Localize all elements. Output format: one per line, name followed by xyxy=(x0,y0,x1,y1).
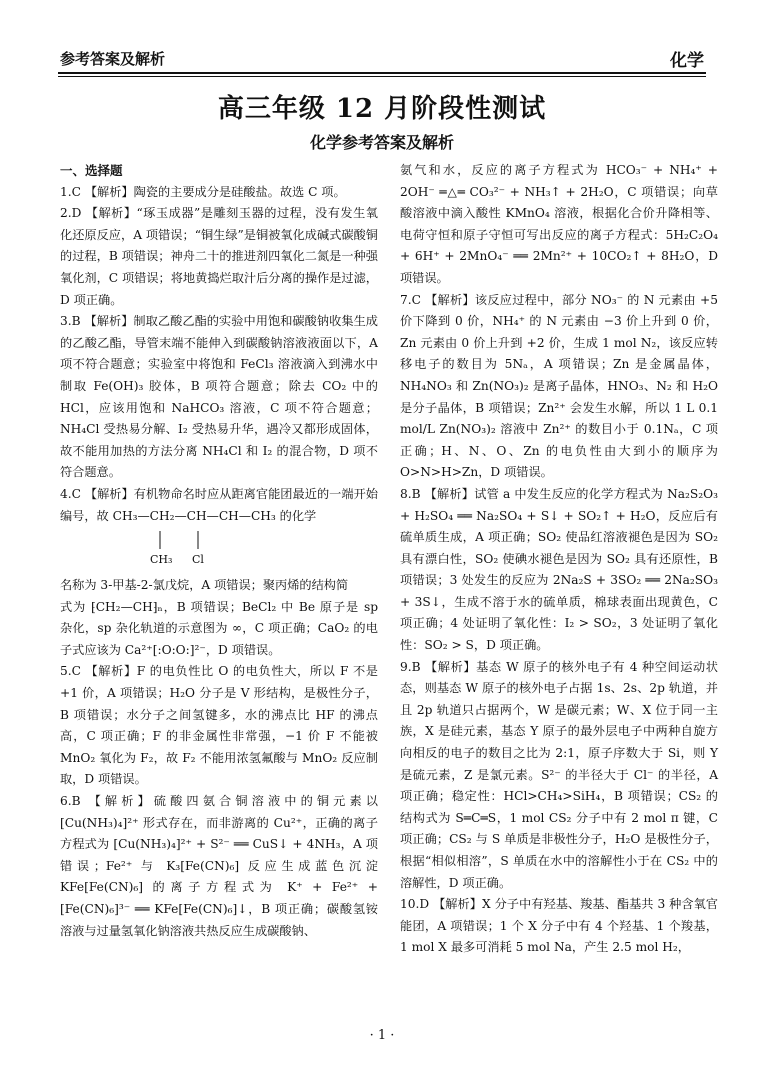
header-rule xyxy=(58,72,706,74)
header-subject: 化学 xyxy=(670,51,704,71)
answer-8: 8.B 【解析】试管 a 中发生反应的化学方程式为 Na₂S₂O₃ + H₂SO₄ ══ Na₂SO₄ + S↓ + SO₂↑ + H₂O，反应后有硫单质生成，A 项正确；SO₂ 使品红溶液褪色是因为 SO₂ 具有漂白性，SO₂ 使碘水褪色是因为 SO₂ 具有还原性，B 项错误；3 处发生的反应为 2Na₂S + 3SO₂ ══ 2Na₂SO₃ + 3S↓，生成不溶于水的硫单质，棉球表面出现黄色，C 项正确；4 处证明了氧化性：I₂ > SO₂，3 处证明了氧化性：SO₂ > S，D 项正确。 xyxy=(400,486,718,653)
right-column xyxy=(400,160,718,959)
page-number: · 1 · xyxy=(369,1028,395,1043)
header-rule-thin xyxy=(58,76,706,77)
answer-4-part-1: 4.C 【解析】有机物命名时应从距离官能团最近的一端开始编号，故 CH₃—CH₂—CH—CH—CH₃ 的化学 xyxy=(60,486,378,523)
page-header xyxy=(58,42,706,72)
page-subtitle: 化学参考答案及解析 xyxy=(309,133,454,152)
answer-1: 1.C 【解析】陶瓷的主要成分是硅酸盐。故选 C 项。 xyxy=(60,184,346,199)
answer-10: 10.D 【解析】X 分子中有羟基、羧基、酯基共 3 种含氧官能团，A 项错误；1 个 X 分子中有 4 个羟基、1 个羧基，1 mol X 最多可消耗 5 mol Na，产生 2.5 mol H₂， xyxy=(400,897,718,955)
branch-ch3: CH₃ xyxy=(150,553,173,567)
answer-4-part-3: 式为 ⁅CH₂—CH⁆ₙ，B 项错误；BeCl₂ 中 Be 原子是 sp 杂化，sp 杂化轨道的示意图为 ∞，C 项正确；CaO₂ 的电子式应该为 Ca²⁺[:O:O:]²⁻，D 项错误。 xyxy=(60,599,378,657)
answer-5: 5.C 【解析】F 的电负性比 O 的电负性大，所以 F 不是 +1 价，A 项错误；H₂O 分子是 V 形结构，是极性分子，B 项错误；水分子之间氢键多，水的沸点比 HF 的沸点高，C 项正确；F 的非金属性非常强，−1 价 F 不能被 MnO₂ 氧化为 F₂，故 F₂ 不能用浓氢氟酸与 MnO₂ 反应制取，D 项错误。 xyxy=(60,664,378,787)
page-title: 高三年级 12 月阶段性测试 xyxy=(217,94,547,124)
answer-9: 9.B 【解析】基态 W 原子的核外电子有 4 种空间运动状态，则基态 W 原子的核外电子占据 1s、2s、2p 轨道，并且 2p 轨道只占据两个，W 是碳元素；W、X 位于同一主族，X 是硅元素，基态 Y 原子的最外层电子中两种自旋方向相反的电子的数目之比为 2:1，原子序数大于 Si，则 Y 是硫元素，Z 是氯元素。S²⁻ 的半径大于 Cl⁻ 的半径，A 项正确；稳定性：HCl>CH₄>SiH₄，B 项错误；CS₂ 的结构式为 S═C═S，1 mol CS₂ 分子中有 2 mol π 键，C 项正确；CS₂ 与 S 单质是非极性分子，H₂O 是极性分子，根据“相似相溶”，S 单质在水中的溶解性小于在 CS₂ 中的溶解性，D 项正确。 xyxy=(400,659,718,890)
structure-figure xyxy=(122,529,378,573)
answer-7: 7.C 【解析】该反应过程中，部分 NO₃⁻ 的 N 元素由 +5 价下降到 0 价，NH₄⁺ 的 N 元素由 −3 价上升到 0 价，Zn 元素由 0 价上升到 +2 价，生成 1 mol N₂，该反应转移电子的数目为 5Nₐ，A 项错误；Zn 是金属晶体，NH₄NO₃ 和 Zn(NO₃)₂ 是离子晶体，HNO₃、N₂ 和 H₂O 是分子晶体，B 项错误；Zn²⁺ 会发生水解，所以 1 L 0.1 mol/L Zn(NO₃)₂ 溶液中 Zn²⁺ 的数目小于 0.1Nₐ，C 项正确；H、N、O、Zn 的电负性由大到小的顺序为 O>N>H>Zn，D 项错误。 xyxy=(400,292,718,480)
branch-cl: Cl xyxy=(192,553,204,567)
left-column xyxy=(60,160,378,942)
branch-bonds xyxy=(122,529,302,573)
answer-6-cont: 氨气和水，反应的离子方程式为 HCO₃⁻ + NH₄⁺ + 2OH⁻ ═△═ CO₃²⁻ + NH₃↑ + 2H₂O，C 项错误；向草酸溶液中滴入酸性 KMnO₄ 溶液，根据化合价升降相等、电荷守恒和原子守恒可写出反应的离子方程式：5H₂C₂O₄ + 6H⁺ + 2MnO₄⁻ ══ 2Mn²⁺ + 10CO₂↑ + 8H₂O，D 项错误。 xyxy=(400,163,718,285)
header-left: 参考答案及解析 xyxy=(60,50,166,68)
answer-4-part-2: 名称为 3-甲基-2-氯戊烷，A 项错误；聚丙烯的结构简 xyxy=(60,578,349,593)
answer-2: 2.D 【解析】“琢玉成器”是雕刻玉器的过程，没有发生氧化还原反应，A 项错误；“铜生绿”是铜被氧化成碱式碳酸铜的过程，B 项错误；神舟二十的推进剂四氧化二氮是一种强氧化剂，C 项错误；将地黄捣烂取汁后分离的操作是过滤，D 项正确。 xyxy=(60,206,378,307)
answer-3: 3.B 【解析】制取乙酸乙酯的实验中用饱和碳酸钠收集生成的乙酸乙酯，导管末端不能伸入到碳酸钠溶液液面以下，A 项不符合题意；实验室中将饱和 FeCl₃ 溶液滴入到沸水中制取 Fe(OH)₃ 胶体，B 项符合题意；除去 CO₂ 中的 HCl，应该用饱和 NaHCO₃ 溶液，C 项不符合题意；NH₄Cl 受热易分解、I₂ 受热易升华，遇冷又都形成固体，故不能用加热的方法分离 NH₄Cl 和 I₂ 的混合物，D 项不符合题意。 xyxy=(60,314,378,480)
section-heading: 一、选择题 xyxy=(60,163,123,178)
answer-6: 6.B 【解析】硫酸四氨合铜溶液中的铜元素以 [Cu(NH₃)₄]²⁺ 形式存在，而非游离的 Cu²⁺，正确的离子方程式为 [Cu(NH₃)₄]²⁺ + S²⁻ ══ CuS↓ + 4NH₃，A 项错误；Fe²⁺ 与 K₃[Fe(CN)₆] 反应生成蓝色沉淀 KFe[Fe(CN)₆] 的离子方程式为 K⁺ + Fe²⁺ + [Fe(CN)₆]³⁻ ══ KFe[Fe(CN)₆]↓，B 项正确；碳酸氢铵溶液与过量氢氧化钠溶液共热反应生成碳酸钠、 xyxy=(60,794,378,938)
